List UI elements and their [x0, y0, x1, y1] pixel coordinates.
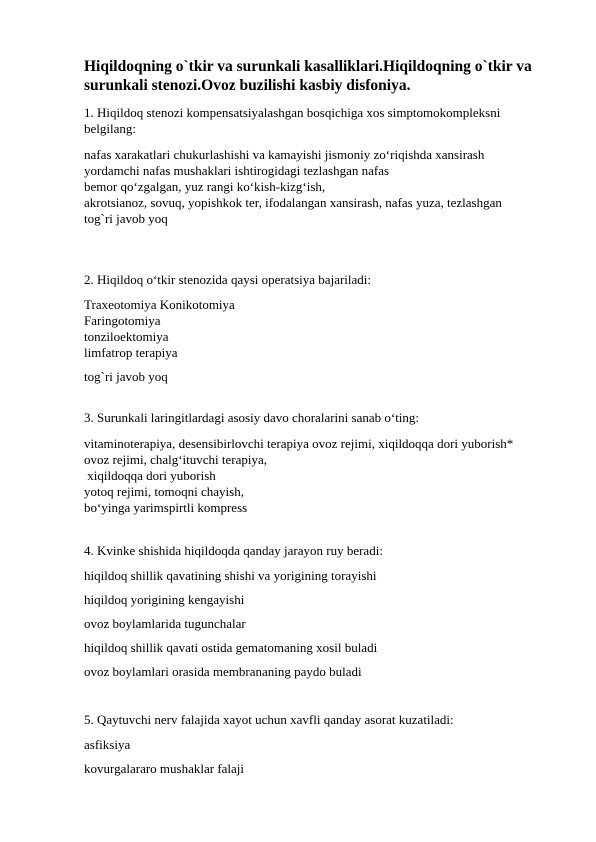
answer-option: bemor qo‘zgalgan, yuz rangi ko‘kish-kizg‘ish, — [84, 179, 326, 194]
answer-option: tog`ri javob yoq — [84, 211, 168, 226]
answer-option: hiqildoq shillik qavati ostida gematomaning xosil buladi — [84, 640, 378, 655]
answer-option: xiqildoqqa dori yuborish — [84, 468, 216, 483]
answer-option: yotoq rejimi, tomoqni chayish, — [84, 484, 244, 499]
answer-option: tog`ri javob yoq — [84, 369, 168, 384]
answer-option: yordamchi nafas mushaklari ishtirogidagi tezlashgan nafas — [84, 163, 390, 178]
answers-1 — [84, 147, 554, 227]
answer-option: bo‘yinga yarimspirtli kompress — [84, 500, 248, 515]
answer-option: hiqildoq shillik qavatining shishi va yorigining torayishi — [84, 568, 377, 583]
page-title — [84, 57, 564, 95]
question-5 — [84, 712, 554, 728]
answers-4 — [84, 568, 554, 688]
question-text: 5. Qaytuvchi nerv falajida xayot uchun xavfli qanday asorat kuzatiladi: — [84, 712, 454, 727]
answer-option: ovoz boylamlari orasida membrananing paydo buladi — [84, 664, 362, 679]
answer-option: kovurgalararo mushaklar falaji — [84, 761, 245, 776]
answer-option: akrotsianoz, sovuq, yopishkok ter, ifodalangan xansirash, nafas yuza, tezlashgan — [84, 195, 502, 210]
question-text: 2. Hiqildoq o‘tkir stenozida qaysi operatsiya bajariladi: — [84, 272, 372, 287]
question-1 — [84, 105, 554, 137]
answers-3 — [84, 436, 554, 516]
answer-option: limfatrop terapiya — [84, 345, 178, 360]
question-4 — [84, 543, 554, 559]
question-text: 3. Surunkali laringitlardagi asosiy davo choralarini sanab o‘ting: — [84, 410, 420, 425]
answer-option: tonziloektomiya — [84, 329, 169, 344]
question-2 — [84, 272, 554, 288]
answer-option: nafas xarakatlari chukurlashishi va kamayishi jismoniy zo‘riqishda xansirash — [84, 147, 485, 162]
answers-5 — [84, 737, 554, 785]
title-line: surunkali stenozi.Ovoz buzilishi kasbiy disfoniya. — [84, 77, 411, 94]
answer-option: hiqildoq yorigining kengayishi — [84, 592, 245, 607]
question-text: belgilang: — [84, 121, 136, 136]
answers-2 — [84, 297, 554, 361]
question-text: 4. Kvinke shishida hiqildoqda qanday jarayon ruy beradi: — [84, 543, 383, 558]
answer-option: ovoz boylamlarida tugunchalar — [84, 616, 246, 631]
title-line: Hiqildoqning o`tkir va surunkali kasalliklari.Hiqildoqning o`tkir va — [84, 58, 532, 75]
answer-option: Faringotomiya — [84, 313, 161, 328]
answer-option: vitaminoterapiya, desensibirlovchi terapiya ovoz rejimi, xiqildoqqa dori yuborish* — [84, 436, 514, 451]
answer-option: ovoz rejimi, chalg‘ituvchi terapiya, — [84, 452, 268, 467]
answer-option: Traxeotomiya Konikotomiya — [84, 297, 235, 312]
answer-option: asfiksiya — [84, 737, 131, 752]
answers-2-extra — [84, 369, 554, 385]
question-3 — [84, 410, 554, 426]
question-text: 1. Hiqildoq stenozi kompensatsiyalashgan bosqichiga xos simptomokompleksni — [84, 105, 501, 120]
